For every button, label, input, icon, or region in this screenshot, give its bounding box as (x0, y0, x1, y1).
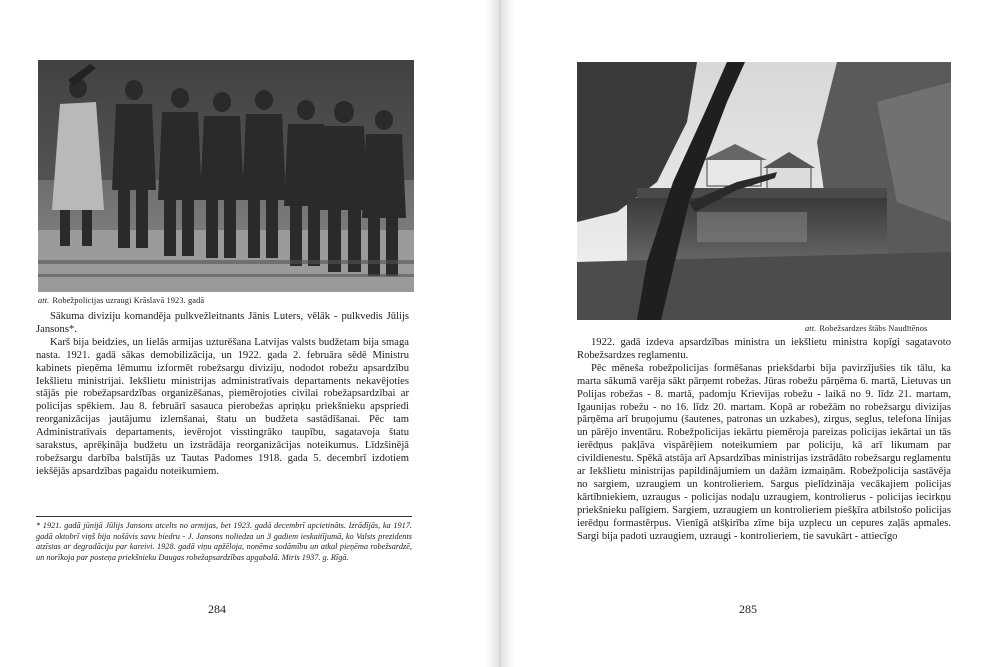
footnote: * 1921. gadā jūnijā Jūlijs Jansons atcelts no armijas, bet 1923. gadā decembrī apcietināts. Izrādījās, ka 1917. gadā oktobrī viņš bija nošāvis savu biedru - J. Jansons noliedza un 3 gadiem ieskaitījumā, ko Valsts prezidents atzīstas ar degradāciju par kareivi. 1928. gadā viņu apžēloja, nonēma sodāmību un atkal pieņēma robežsardzē, un norīkoja par posteņa priekšnieku Daugas robežapsardzības apgabalā. Miris 1937. g. Rīgā. (36, 521, 412, 563)
caption-prefix: att. (805, 324, 817, 333)
right-page (505, 0, 1000, 667)
left-page (0, 0, 495, 667)
caption-text: Robežsardzes štābs Naudītēnos (819, 324, 928, 333)
photo-caption-left (38, 296, 204, 305)
photo-caption-right (805, 324, 927, 333)
left-body-text (36, 311, 409, 479)
footnote-divider (36, 516, 412, 517)
paragraph: Pēc mēneša robežpolicijas formēšanas priekšdarbi bija pavirzījušies tik tālu, ka marta sākumā varēja sākt pārņemt robežas. Jūras robežu pārņēma 6. martā, Lietuvas un Polijas robežas - 8. martā, padomju Krievijas robežu - laikā no 9. līdz 21. martam, Igaunijas robežu - no 16. līdz 20. martam. Kopā ar robežām no robežsargu divizijas pārņēma arī bruņojumu (šautenes, patronas un uzkabes), zirgus, seglus, telefona līnijas un pārējo inventāru. Robežpolicijas iekārtu piemēroja pareizas policijas iekārtai un tās ierēdņus pakļāva vispārējiem noteikumiem par policiju, kā arī likumam par civildienestu. Spēkā atstāja arī Apsardzības ministrijas izstrādāto robežsargu reglamentu ar Iekšlietu ministrijas papildinājumiem un dažām izmaiņām. Robežpolicija sastāvēja no sargiem, uzraugiem un kontrolieriem. Sargus pielīdzināja vecākajiem policijas kārtībniekiem, uzraugus - policijas nodaļu uzraugiem, kontrolierus - policijas iecirkņu priekšnieku palīgiem. Sargiem, uzraugiem un kontrolieriem piešķīra atbilstošo policijas ierēdņu formastērpus. Vienīgā atšķirība zīme bija uzplecu un cepures zaļās apmales. Sargi bija padoti uzraugiem, uzraugi - kontrolieriem, tie savukārt - attiecīgo (577, 362, 951, 542)
page-number-right: 285 (739, 602, 757, 616)
paragraph: Sākuma diviziju komandēja pulkvežleitnants Jānis Luters, vēlāk - pulkvedis Jūlijs Jansons*. (36, 311, 409, 335)
photo-border-guard-headquarters (577, 62, 951, 320)
right-body-text (577, 337, 951, 544)
photo-border-guards (38, 60, 414, 292)
caption-prefix: att. (38, 296, 50, 305)
paragraph: 1922. gadā izdeva apsardzības ministra un iekšlietu ministra kopīgi sagatavoto Robežsardzes reglamentu. (577, 337, 951, 361)
photo-border-guards-image (38, 60, 414, 292)
page-number-left: 284 (208, 602, 226, 616)
photo-headquarters-image (577, 62, 951, 320)
paragraph: Karš bija beidzies, un lielās armijas uzturēšana Latvijas valsts budžetam bija smaga nasta. 1921. gadā sākas demobilizācija, un 1922. gada 2. februāra sēdē Ministru kabinets pieņēma lēmumu izformēt robežsargu diviziju, nododot robežu apsardzību Iekšlietu ministrijai. Iekšlietu ministrijas administratīvais departaments nekavējoties stājās pie robežapsardzības organizēšanas, piemērojoties civilai robežapsardzībai ar policijas spēkiem. Jau 8. februārī sasauca pierobežas apriņķu priekšnieku apspriedi reorganizācijas jautājumu izlemšanai, štatu un budžeta sastādīšanai. Pēc tam Administratīvais departaments, ievērojot visstingrāko taupību, sagatavoja štatu sarakstus, aprēķināja budžetu un izstrādāja reorganizācijas noteikumus. Līdzšinējā robežsargu darbība balstījās uz Tautas Padomes 1918. gada 5. decembrī izdotiem iekšējās apsardzības pagaidu noteikumiem. (36, 336, 409, 477)
caption-text: Robežpolicijas uzraugi Krāslavā 1923. gadā (52, 296, 205, 305)
